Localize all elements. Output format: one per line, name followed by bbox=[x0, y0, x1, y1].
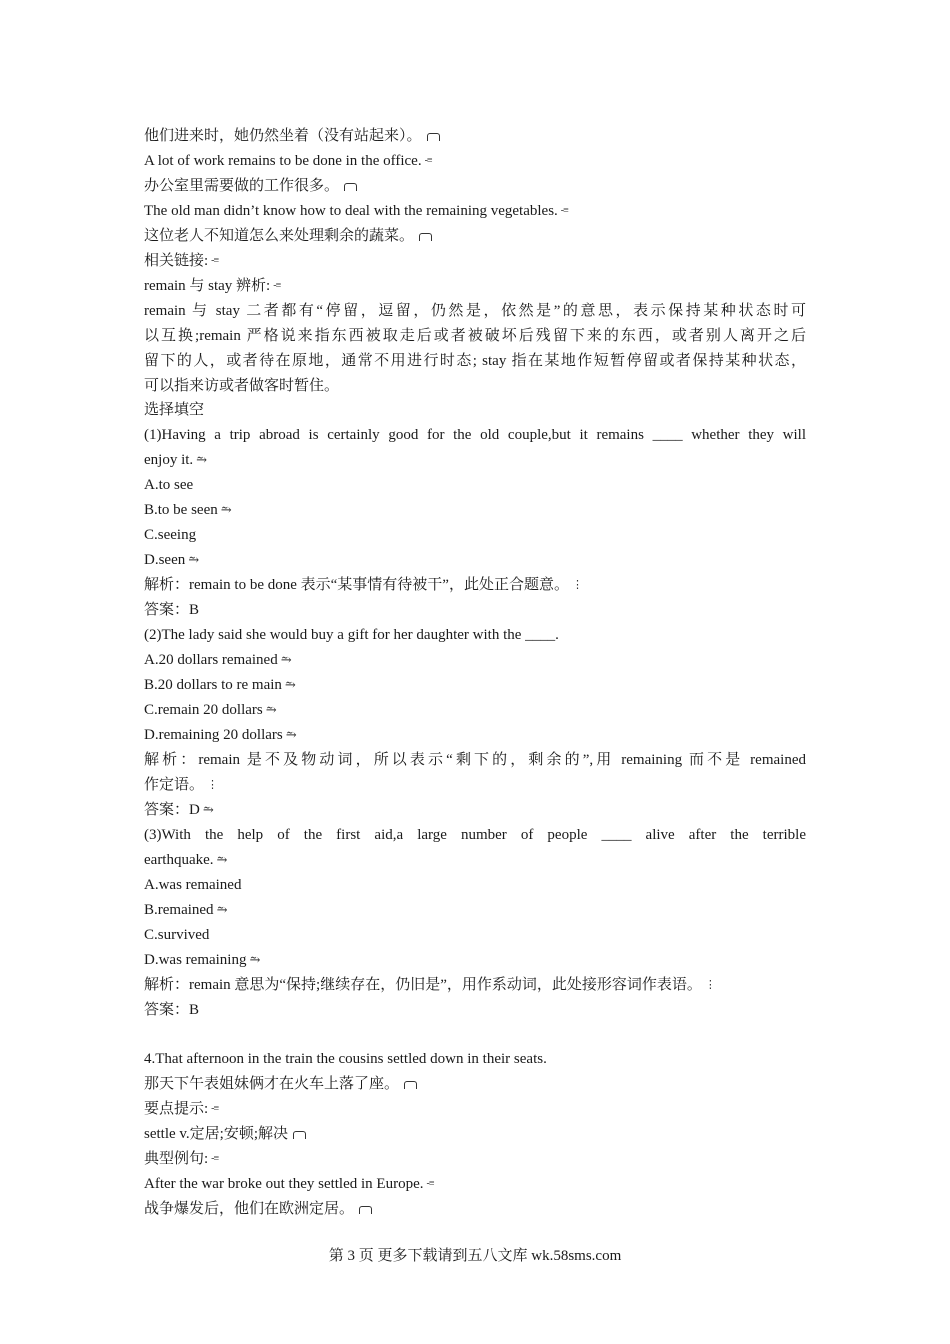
paragraph-line: 留下的人，或者待在原地，通常不用进行时态; stay 指在某地作短暂停留或者保持某种状态， bbox=[144, 352, 806, 369]
option-d: D.remaining 20 dollars ⥲ bbox=[144, 723, 806, 748]
section-4-sentence: 4.That afternoon in the train the cousins settled down in their seats. bbox=[144, 1051, 547, 1068]
text-line: 办公室里需要做的工作很多。 bbox=[144, 174, 806, 199]
question-3-text: (3)With the help of the first aid,a large number of people ____ alive after the terrible bbox=[144, 826, 806, 843]
option-a: A.to see bbox=[144, 477, 194, 494]
text-line: 相关链接: -≡ bbox=[144, 249, 806, 274]
analysis: 解析：remain 是不及物动词，所以表示“剩下的，剩余的”,用 remaining 而不是 remained bbox=[144, 751, 806, 768]
paragraph-line: 可以指来访或者做客时暂住。 bbox=[144, 377, 340, 394]
line-break-mark-icon: -≡ bbox=[211, 254, 219, 266]
line-break-mark-icon: -≡ bbox=[273, 279, 281, 291]
link-mark-icon: ⥲ bbox=[196, 452, 208, 468]
option-a: A.was remained bbox=[144, 876, 242, 893]
option-d: D.was remaining ⥲ bbox=[144, 948, 806, 973]
question-3-text: earthquake. ⥲ bbox=[144, 848, 806, 873]
answer: 答案：B bbox=[144, 1001, 200, 1018]
analysis: 解析：remain to be done 表示“某事情有待被干”，此处正合题意。 ⋮ bbox=[144, 573, 806, 598]
link-mark-icon: ⥲ bbox=[202, 802, 214, 817]
line-break-mark-icon: -≡ bbox=[424, 155, 432, 167]
example-label: 典型例句: -≡ bbox=[144, 1147, 806, 1172]
text-line: The old man didn’t know how to deal with the remaining vegetables. -≡ bbox=[144, 199, 806, 224]
line-break-mark-icon: -≡ bbox=[211, 1153, 219, 1165]
link-mark-icon: ⥲ bbox=[188, 552, 200, 568]
example-sentence: After the war broke out they settled in Europe. -≡ bbox=[144, 1172, 806, 1197]
line-break-mark-icon: -≡ bbox=[560, 204, 568, 216]
question-1-text: (1)Having a trip abroad is certainly good for the old couple,but it remains ____ whether they will bbox=[144, 427, 806, 444]
option-b: B.20 dollars to re main ⥲ bbox=[144, 673, 806, 698]
option-c: C.survived bbox=[144, 926, 210, 943]
option-c: C.remain 20 dollars ⥲ bbox=[144, 698, 806, 723]
section-title: 选择填空 bbox=[144, 402, 205, 419]
line-break-mark-icon: -≡ bbox=[426, 1178, 434, 1190]
paragraph-line: 以互换;remain 严格说来指东西被取走后或者被破坏后残留下来的东西，或者别人离开之后 bbox=[144, 327, 806, 344]
paragraph-mark-icon bbox=[344, 183, 357, 191]
link-mark-icon: ⥲ bbox=[265, 702, 277, 718]
answer: 答案：B bbox=[144, 602, 200, 619]
example-translation: 战争爆发后，他们在欧洲定居。 bbox=[144, 1197, 806, 1222]
line-break-mark-icon: -≡ bbox=[211, 1103, 219, 1115]
dots-mark-icon: ⋮ bbox=[704, 978, 716, 991]
dots-mark-icon: ⋮ bbox=[571, 579, 583, 592]
paragraph-mark-icon bbox=[359, 1206, 372, 1214]
link-mark-icon: ⥲ bbox=[249, 951, 261, 967]
paragraph-mark-icon bbox=[419, 233, 432, 241]
text-line: 这位老人不知道怎么来处理剩余的蔬菜。 bbox=[144, 224, 806, 249]
page-footer: 第 3 页 更多下载请到五八文库 wk.58sms.com bbox=[328, 1248, 622, 1264]
question-1-text: enjoy it. ⥲ bbox=[144, 448, 806, 473]
link-mark-icon: ⥲ bbox=[284, 677, 296, 693]
link-mark-icon: ⥲ bbox=[285, 727, 297, 743]
answer: 答案：D ⥲ bbox=[144, 798, 806, 823]
text-line: A lot of work remains to be done in the office. -≡ bbox=[144, 149, 806, 174]
analysis: 作定语。 ⋮ bbox=[144, 773, 806, 798]
option-c: C.seeing bbox=[144, 527, 197, 544]
link-mark-icon: ⥲ bbox=[280, 652, 292, 668]
link-mark-icon: ⥲ bbox=[216, 851, 228, 867]
paragraph-line: remain 与 stay 二者都有“停留，逗留，仍然是，依然是”的意思，表示保持某种状态时可 bbox=[144, 302, 806, 319]
paragraph-mark-icon bbox=[404, 1081, 417, 1089]
option-d: D.seen ⥲ bbox=[144, 548, 806, 573]
text-line: remain 与 stay 辨析: -≡ bbox=[144, 274, 806, 299]
tip-text: settle v.定居;安顿;解决 bbox=[144, 1122, 806, 1147]
option-b: B.remained ⥲ bbox=[144, 898, 806, 923]
paragraph-mark-icon bbox=[427, 133, 440, 141]
option-b: B.to be seen ⥲ bbox=[144, 498, 806, 523]
link-mark-icon: ⥲ bbox=[220, 502, 232, 518]
dots-mark-icon: ⋮ bbox=[207, 778, 219, 791]
section-4-translation: 那天下午表姐妹俩才在火车上落了座。 bbox=[144, 1072, 806, 1097]
option-a: A.20 dollars remained ⥲ bbox=[144, 648, 806, 673]
text-line: 他们进来时，她仍然坐着（没有站起来）。 bbox=[144, 124, 806, 149]
document-body bbox=[144, 124, 806, 1222]
paragraph-mark-icon bbox=[293, 1131, 306, 1139]
blank-line bbox=[144, 1023, 806, 1048]
question-2-text: (2)The lady said she would buy a gift for her daughter with the ____. bbox=[144, 627, 559, 643]
link-mark-icon: ⥲ bbox=[216, 901, 228, 917]
analysis: 解析：remain 意思为“保持;继续存在，仍旧是”，用作系动词，此处接形容词作表语。 ⋮ bbox=[144, 973, 806, 998]
tip-label: 要点提示: -≡ bbox=[144, 1097, 806, 1122]
